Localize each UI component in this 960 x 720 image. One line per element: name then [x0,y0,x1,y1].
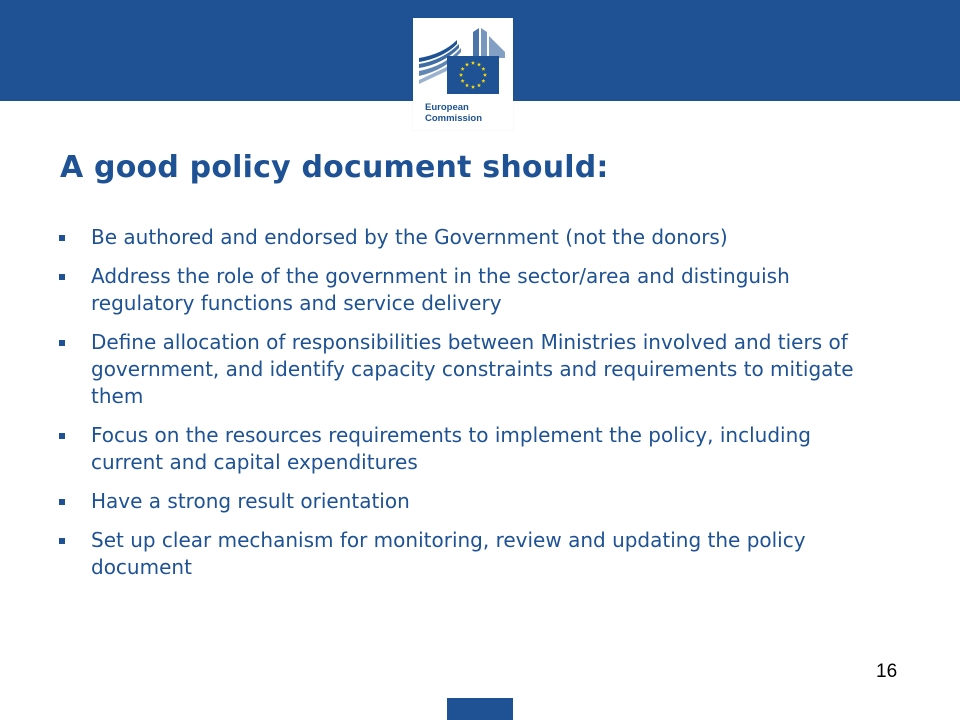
page-number: 16 [876,661,898,682]
bullet-item [56,263,886,317]
european-commission-logo [413,18,513,130]
square-bullet-icon [59,433,65,439]
square-bullet-icon [59,274,65,280]
berlaymont-building-icon [413,18,513,102]
logo-line-2: Commission [425,113,483,124]
bullet-item [56,527,886,581]
logo-wordmark [425,102,511,124]
square-bullet-icon [59,538,65,544]
bullet-text: Have a strong result orientation [91,489,410,513]
bullet-item [56,422,886,476]
bullet-text: Set up clear mechanism for monitoring, review and updating the policy document [91,528,806,579]
bullet-item [56,224,886,251]
slide-title: A good policy document should: [60,150,609,185]
square-bullet-icon [59,340,65,346]
bullet-text: Be authored and endorsed by the Government (not the donors) [91,225,728,249]
bullet-text: Address the role of the government in the sector/area and distinguish regulatory functions and service delivery [91,264,790,315]
bullet-text: Define allocation of responsibilities between Ministries involved and tiers of government, and identify capacity constraints and requirements to mitigate them [91,330,854,408]
bullet-item [56,329,886,410]
bottom-tab [447,698,513,720]
square-bullet-icon [59,499,65,505]
bullet-text: Focus on the resources requirements to implement the policy, including current and capital expenditures [91,423,811,474]
logo-line-1: European [425,102,469,113]
bullet-list [56,224,886,593]
square-bullet-icon [59,235,65,241]
bullet-item [56,488,886,515]
